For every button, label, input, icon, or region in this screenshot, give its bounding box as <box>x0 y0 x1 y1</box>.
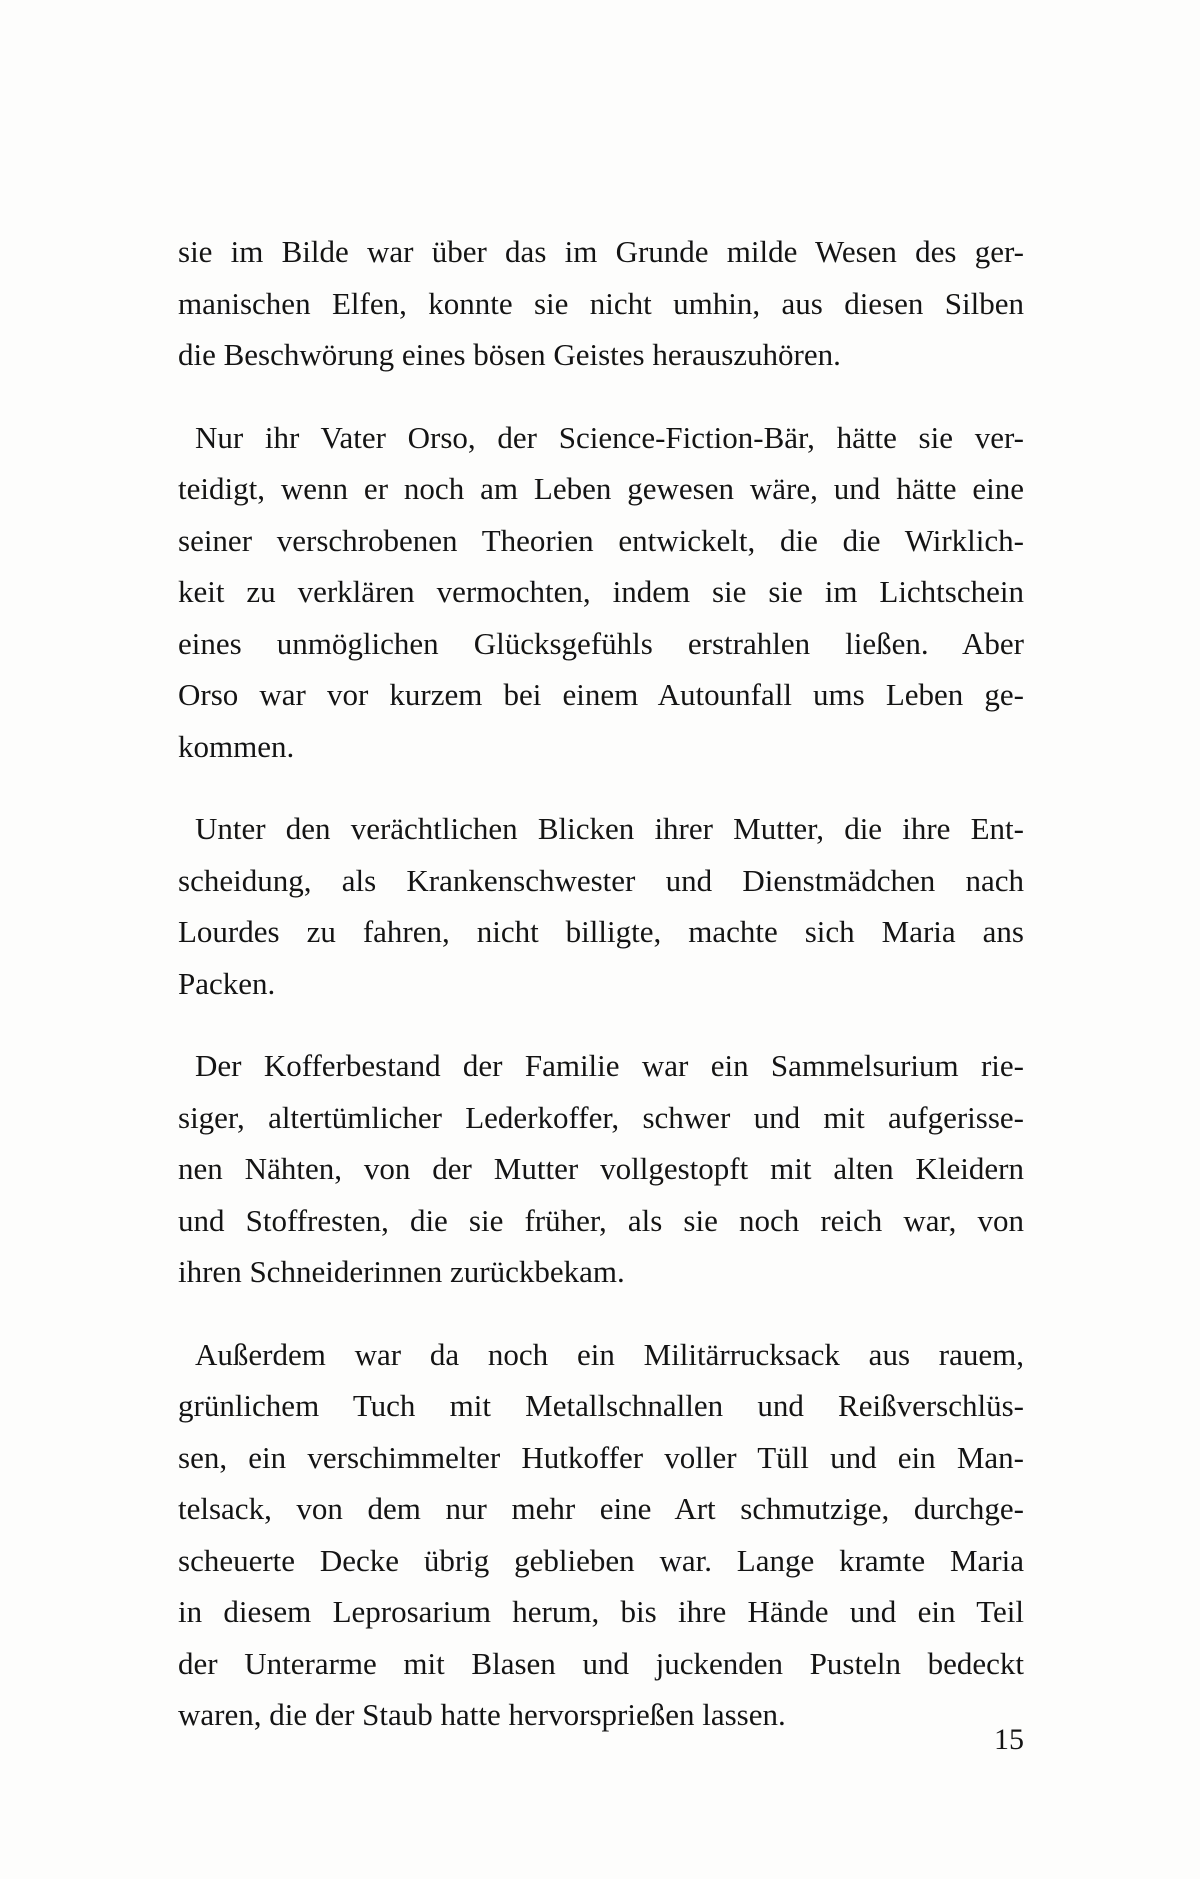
text-line: Der Kofferbestand der Familie war ein Sammelsurium rie- <box>195 1048 1024 1083</box>
page-number: 15 <box>994 1723 1024 1756</box>
text-line: Lourdes zu fahren, nicht billigte, machte sich Maria ans <box>178 914 1024 949</box>
text-line: manischen Elfen, konnte sie nicht umhin, aus diesen Silben <box>178 285 1024 321</box>
text-line: in diesem Leprosarium herum, bis ihre Hände und ein Teil <box>178 1594 1024 1629</box>
text-line: die Beschwörung eines bösen Geistes herauszuhören. <box>178 337 841 372</box>
text-line: und Stoffresten, die sie früher, als sie noch reich war, von <box>178 1202 1024 1238</box>
text-line: keit zu verklären vermochten, indem sie sie im Lichtschein <box>178 574 1024 609</box>
text-line: Außerdem war da noch ein Militärrucksack aus rauem, <box>195 1336 1024 1372</box>
text-line: siger, altertümlicher Lederkoffer, schwer und mit aufgerisse- <box>178 1099 1024 1135</box>
text-line: scheuerte Decke übrig geblieben war. Lange kramte Maria <box>178 1542 1024 1578</box>
text-line: Packen. <box>178 965 276 1001</box>
text-line: Nur ihr Vater Orso, der Science-Fiction-Bär, hätte sie ver- <box>195 419 1024 455</box>
text-line: sen, ein verschimmelter Hutkoffer voller Tüll und ein Man- <box>178 1439 1024 1475</box>
page-text <box>178 226 1024 1772</box>
text-line: scheidung, als Krankenschwester und Dienstmädchen nach <box>178 862 1024 898</box>
text-line: der Unterarme mit Blasen und juckenden Pusteln bedeckt <box>178 1645 1024 1681</box>
text-line: Orso war vor kurzem bei einem Autounfall ums Leben ge- <box>178 677 1024 712</box>
text-line: nen Nähten, von der Mutter vollgestopft mit alten Kleidern <box>178 1151 1024 1186</box>
text-line: kommen. <box>178 728 295 764</box>
text-line: waren, die der Staub hatte hervorsprießen lassen. <box>178 1697 786 1732</box>
text-line: sie im Bilde war über das im Grunde milde Wesen des ger- <box>178 234 1024 269</box>
text-line: seiner verschrobenen Theorien entwickelt, die die Wirklich- <box>178 522 1024 558</box>
text-line: teidigt, wenn er noch am Leben gewesen wäre, und hätte eine <box>178 471 1024 506</box>
text-line: Unter den verächtlichen Blicken ihrer Mutter, die ihre Ent- <box>195 811 1024 846</box>
text-line: ihren Schneiderinnen zurückbekam. <box>178 1254 625 1289</box>
text-line: telsack, von dem nur mehr eine Art schmutzige, durchge- <box>178 1491 1024 1526</box>
text-line: grünlichem Tuch mit Metallschnallen und Reißverschlüs- <box>178 1388 1024 1423</box>
text-line: eines unmöglichen Glücksgefühls erstrahlen ließen. Aber <box>178 625 1024 661</box>
